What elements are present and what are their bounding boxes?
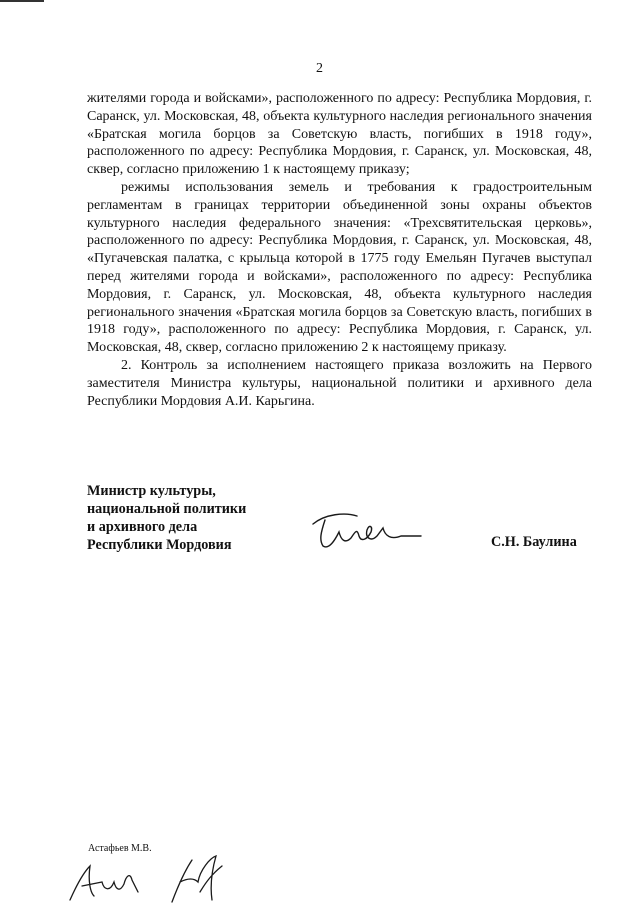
- signer-name: С.Н. Баулина: [491, 534, 577, 550]
- signatory-title-line: национальной политики: [87, 501, 247, 517]
- paragraph-control-clause: 2. Контроль за исполнением настоящего приказа возложить на Первого заместителя Министра культуры, национальной политики и архивного дела Республики Мордовия А.И. Карьгина.: [87, 357, 592, 409]
- executor-name: Астафьев М.В.: [88, 843, 152, 854]
- document-body: [87, 90, 592, 410]
- handwritten-initials: [60, 852, 260, 904]
- signatory-title-line: Министр культуры,: [87, 483, 216, 499]
- paragraph-continuation: жителями города и войсками», расположенного по адресу: Республика Мордовия, г. Саранск, ул. Московская, 48, объекта культурного наследия регионального значения «Братская могила борцов за Советскую власть, погибших в 1918 году», расположенного по адресу: Республика Мордовия, г. Саранск, ул. Московская, 48, сквер, согласно приложению 1 к настоящему приказу;: [87, 91, 592, 178]
- handwritten-signature: [305, 506, 425, 554]
- signatory-title-line: и архивного дела: [87, 519, 198, 535]
- page-number: 2: [316, 61, 323, 76]
- signatory-title-line: Республики Мордовия: [87, 537, 232, 553]
- page-edge-mark: [0, 0, 44, 2]
- paragraph-land-use-regimes: режимы использования земель и требования к градостроительным регламентам в границах территории объединенной зоны охраны объектов культурного наследия федерального значения: «Трехсвятительская церковь», расположенного по адресу: Республика Мордовия, г. Саранск, ул. Московская, 48, «Пугачевская палатка, с крыльца которой в 1775 году Емельян Пугачев выступал перед жителями города и войсками», расположенного по адресу: Республика Мордовия, г. Саранск, ул. Московская, 48, объекта культурного наследия регионального значения «Братская могила борцов за Советскую власть, погибших в 1918 году», расположенного по адресу: Республика Мордовия, г. Саранск, ул. Московская, 48, сквер, согласно приложению 2 к настоящему приказу.: [87, 179, 592, 356]
- signatory-title: [87, 482, 246, 554]
